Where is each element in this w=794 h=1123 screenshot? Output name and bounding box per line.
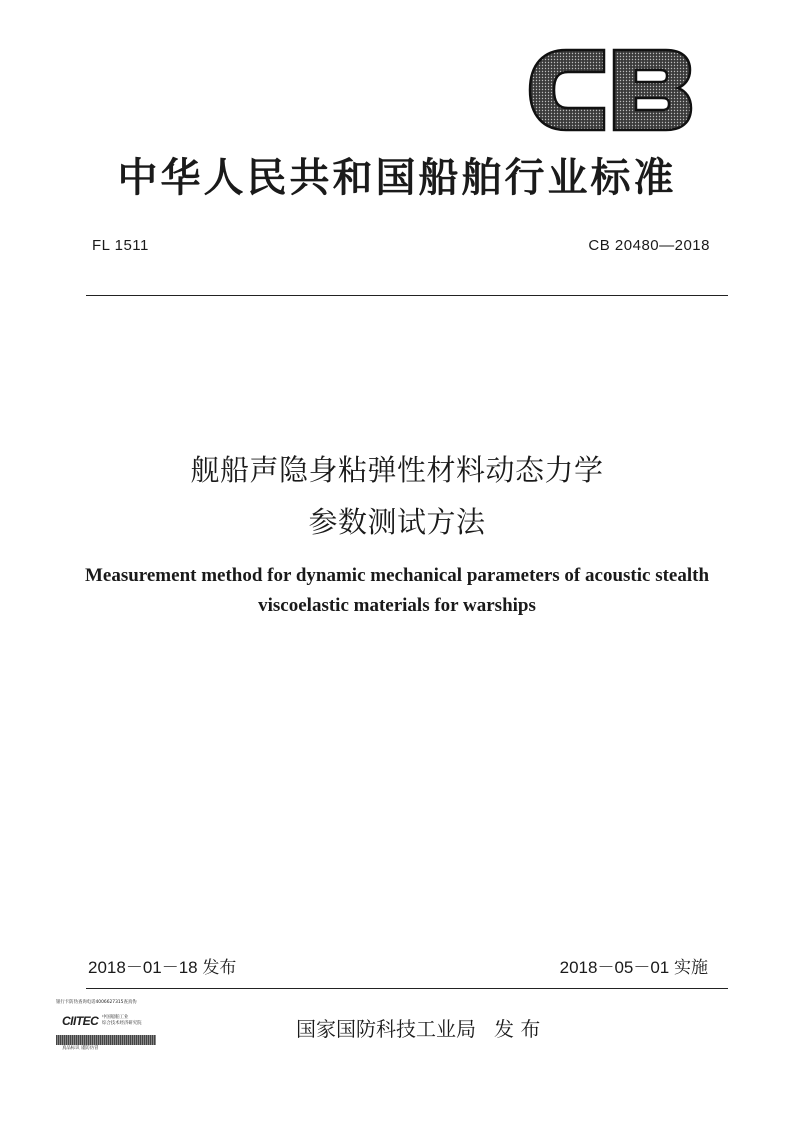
implementation-date-value: 2018－05－01	[559, 958, 670, 977]
sticker-org-line-2: 综合技术经济研究院	[102, 1021, 142, 1026]
sticker-security-strip	[56, 1035, 156, 1045]
issuer-name: 国家国防科技工业局	[296, 1017, 476, 1041]
top-divider	[86, 295, 728, 296]
english-title-line-1: Measurement method for dynamic mechanical parameters of acoustic stealth	[84, 565, 710, 586]
implementation-label: 实施	[674, 958, 708, 978]
chinese-title	[0, 444, 794, 548]
issuer-label: 发 布	[494, 1017, 541, 1041]
english-title	[0, 561, 794, 621]
chinese-title-line-1: 舰船声隐身粘弹性材料动态力学	[190, 453, 604, 487]
standard-number: CB 20480—2018	[588, 237, 710, 254]
issue-label: 发布	[202, 958, 237, 978]
classification-code: FL 1511	[92, 237, 149, 254]
sticker-authenticity-text: 真品标识 谨防仿冒	[62, 1046, 99, 1051]
sticker-query-text: 银行卡防伪查询电话4006627315查真伪	[56, 1000, 137, 1005]
sticker-organization	[102, 1015, 142, 1027]
english-title-line-2: viscoelastic materials for warships	[258, 595, 536, 616]
sticker-org-line-1: 中国船舶工业	[102, 1015, 129, 1020]
issue-date-value: 2018－01－18	[88, 958, 198, 977]
issue-date	[88, 957, 236, 979]
anti-counterfeit-sticker	[50, 1000, 158, 1056]
bottom-divider	[86, 988, 728, 989]
chinese-title-line-2: 参数测试方法	[308, 505, 486, 539]
sticker-logo: CIITEC	[62, 1014, 99, 1028]
issuing-authority	[296, 1016, 540, 1042]
header-title: 中华人民共和国船舶行业标准	[117, 155, 677, 201]
cb-logo	[526, 46, 694, 134]
implementation-date	[560, 957, 708, 979]
